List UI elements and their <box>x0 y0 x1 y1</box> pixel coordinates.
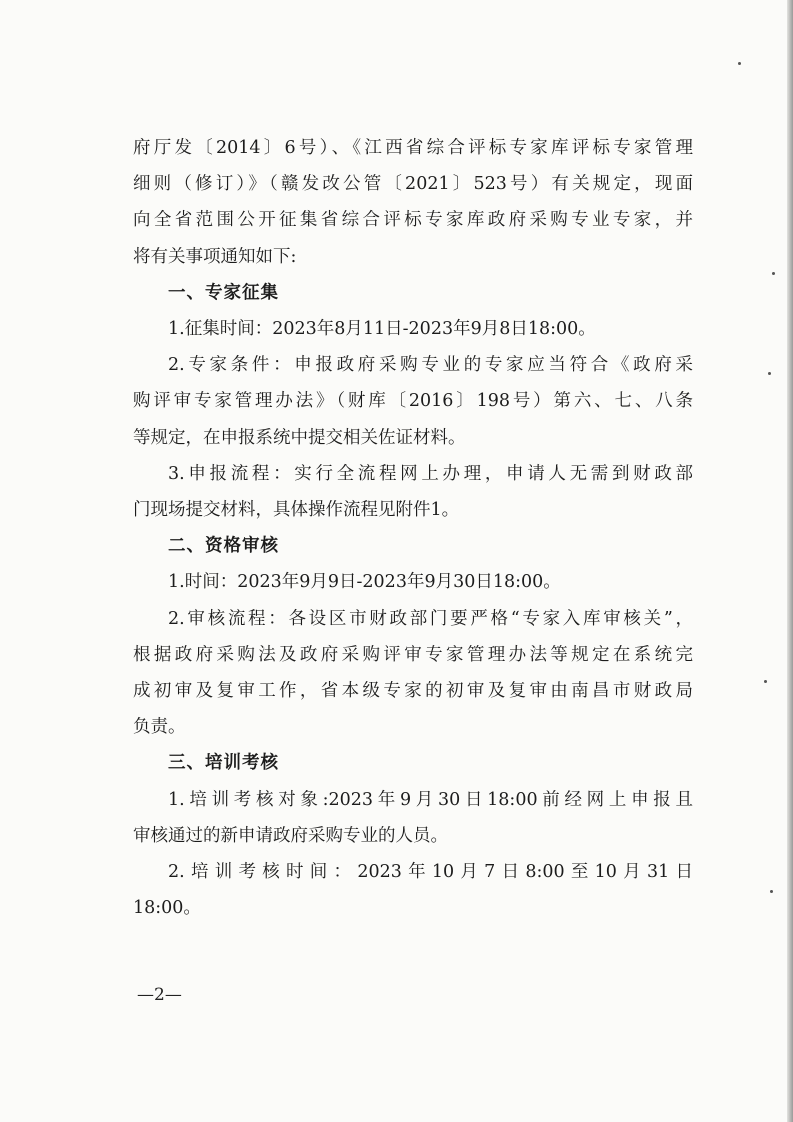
expert-conditions-line: 2.专家条件：申报政府采购专业的专家应当符合《政府采 <box>168 355 693 376</box>
intro-line: 将有关事项通知如下: <box>133 246 297 267</box>
training-target-line: 1.培训考核对象:2023年9月30日18:00前经网上申报且 <box>168 789 693 810</box>
collection-time: 1.征集时间：2023年8月11日-2023年9月8日18:00。 <box>168 319 596 340</box>
review-process-line: 成初审及复审工作，省本级专家的初审及复审由南昌市财政局 <box>133 681 693 702</box>
scan-speck <box>770 890 773 893</box>
page-number: —2— <box>137 985 182 1005</box>
training-time-line: 2.培训考核时间：2023年10月7日8:00至10月31日 <box>168 862 693 883</box>
training-target-line: 审核通过的新申请政府采购专业的人员。 <box>133 825 448 846</box>
expert-conditions-line: 购评审专家管理办法》（财库〔2016〕198号）第六、七、八条 <box>133 391 693 412</box>
intro-line: 细则（修订）》（赣发改公管〔2021〕523号）有关规定，现面 <box>133 174 693 195</box>
scan-speck <box>738 62 741 65</box>
section-heading-training-assessment: 三、培训考核 <box>168 753 279 774</box>
section-heading-qualification-review: 二、资格审核 <box>168 536 279 557</box>
review-process-line: 负责。 <box>133 717 186 738</box>
intro-line: 府厅发〔2014〕6号）、《江西省综合评标专家库评标专家管理 <box>133 138 693 158</box>
application-process-line: 门现场提交材料，具体操作流程见附件1。 <box>133 500 460 521</box>
scan-speck <box>768 372 771 375</box>
document-body <box>133 130 693 926</box>
application-process-line: 3.申报流程：实行全流程网上办理，申请人无需到财政部 <box>168 463 693 484</box>
scan-edge-shadow <box>787 0 793 1122</box>
review-time: 1.时间：2023年9月9日-2023年9月30日18:00。 <box>168 572 561 593</box>
review-process-line: 2.审核流程：各设区市财政部门要严格“专家入库审核关”， <box>168 608 693 629</box>
scan-speck <box>772 272 775 275</box>
review-process-line: 根据政府采购法及政府采购评审专家管理办法等规定在系统完 <box>133 644 693 665</box>
section-heading-expert-collection: 一、专家征集 <box>168 282 279 303</box>
scan-speck <box>764 680 767 683</box>
intro-line: 向全省范围公开征集省综合评标专家库政府采购专业专家，并 <box>133 210 693 231</box>
expert-conditions-line: 等规定，在申报系统中提交相关佐证材料。 <box>133 427 466 448</box>
training-time-line: 18:00。 <box>133 898 201 919</box>
